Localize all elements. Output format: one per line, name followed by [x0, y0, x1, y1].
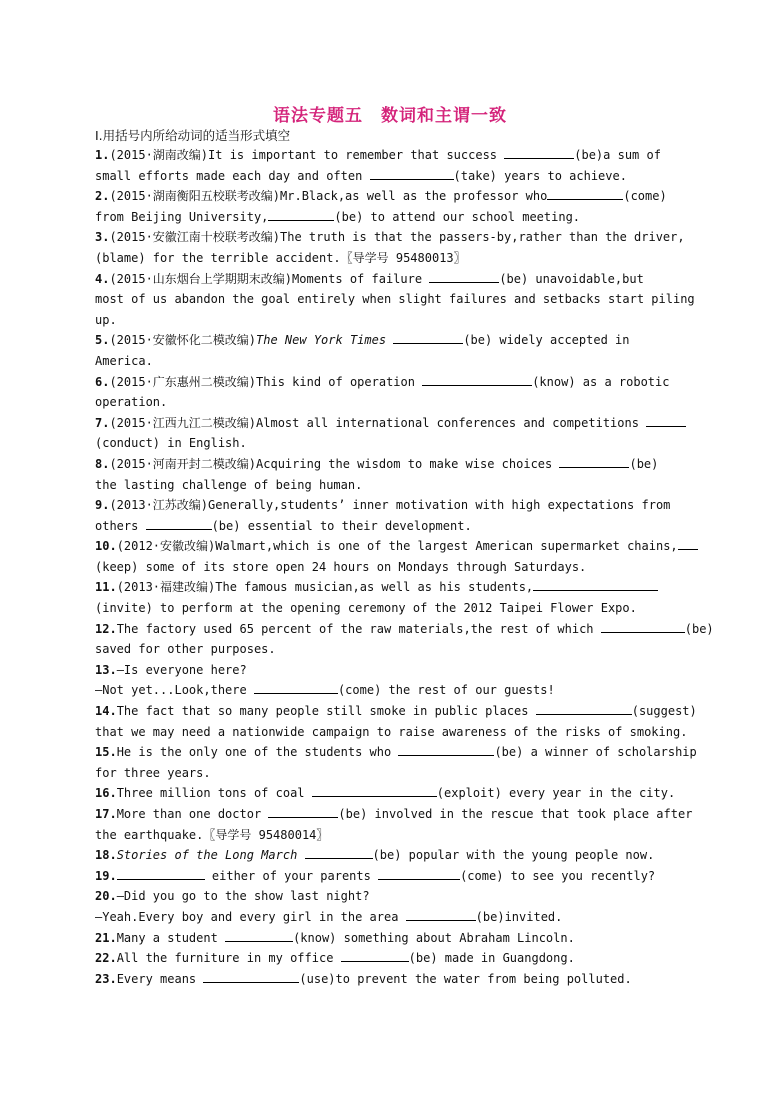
question-13 — [95, 660, 695, 681]
question-9 — [95, 495, 695, 516]
answer-blank[interactable] — [254, 680, 338, 694]
question-line — [95, 166, 695, 187]
question-text: He is the only one of the students who — [116, 745, 399, 760]
question-23 — [95, 969, 695, 990]
question-line — [95, 598, 695, 619]
answer-blank[interactable] — [268, 804, 338, 818]
question-number: 10. — [95, 539, 117, 554]
question-text: (suggest) — [631, 704, 697, 719]
question-text: The fact that so many people still smoke in public places — [116, 704, 536, 719]
question-text: The factory used 65 percent of the raw materials,the rest of which — [116, 621, 601, 636]
question-number: 5. — [95, 333, 110, 348]
answer-blank[interactable] — [601, 619, 685, 633]
question-line — [95, 763, 695, 784]
question-source: (2012·安徽改编) — [116, 539, 216, 554]
question-line — [95, 475, 695, 496]
question-number: 12. — [95, 621, 117, 636]
question-text: (take) years to achieve. — [453, 168, 627, 183]
question-number: 15. — [95, 745, 117, 760]
question-19 — [95, 866, 695, 887]
question-text: This kind of operation — [256, 374, 423, 389]
question-text: The New York Times — [256, 333, 394, 348]
answer-blank[interactable] — [547, 186, 623, 200]
question-6 — [95, 372, 695, 393]
question-number: 16. — [95, 786, 117, 801]
question-text: that we may need a nationwide campaign to raise awareness of the risks of smoking. — [95, 724, 688, 739]
question-source: (2015·湖南改编) — [109, 148, 209, 162]
question-text: The truth is that the passers-by,rather than the driver, — [280, 230, 685, 245]
question-text: Generally,students’ inner motivation with high expectations from — [208, 498, 671, 513]
question-20 — [95, 886, 695, 907]
question-text: (know) something about Abraham Lincoln. — [293, 930, 575, 945]
question-source: (2015·山东烟台上学期期末改编) — [109, 271, 293, 286]
question-text: (know) as a robotic — [532, 374, 670, 389]
question-text: (conduct) in English. — [95, 436, 247, 451]
answer-blank[interactable] — [225, 928, 293, 942]
question-3 — [95, 227, 695, 248]
answer-blank[interactable] — [646, 413, 686, 427]
question-line — [95, 248, 695, 269]
question-text: (be) widely accepted in — [463, 333, 630, 348]
question-text: (blame) for the terrible accident.〖导学号 95480013〗 — [95, 250, 466, 265]
question-text: (come) the rest of our guests! — [337, 683, 555, 698]
answer-blank[interactable] — [341, 948, 409, 962]
question-2 — [95, 186, 695, 207]
question-text: Moments of failure — [292, 271, 430, 286]
question-line — [95, 557, 695, 578]
question-number: 1. — [95, 148, 110, 162]
question-line — [95, 289, 695, 310]
answer-blank[interactable] — [429, 269, 499, 283]
question-text: from Beijing University, — [95, 209, 269, 224]
question-source: (2013·福建改编) — [116, 580, 216, 595]
question-number: 11. — [95, 580, 117, 595]
question-line — [95, 392, 695, 413]
question-line — [95, 516, 695, 537]
question-line — [95, 907, 695, 928]
answer-blank[interactable] — [146, 516, 212, 530]
answer-blank[interactable] — [533, 577, 658, 591]
question-line — [95, 825, 695, 846]
question-text: Mr.Black,as well as the professor who — [280, 189, 548, 204]
answer-blank[interactable] — [393, 330, 463, 344]
answer-blank[interactable] — [203, 969, 299, 983]
question-text: (be) — [629, 456, 659, 471]
question-15 — [95, 742, 695, 763]
answer-blank[interactable] — [678, 536, 698, 550]
answer-blank[interactable] — [398, 742, 494, 756]
question-text: operation. — [95, 395, 168, 410]
answer-blank[interactable] — [312, 783, 437, 797]
question-text: All the furniture in my office — [116, 951, 341, 966]
question-number: 9. — [95, 498, 110, 513]
question-text: Stories of the Long March — [116, 848, 305, 863]
question-text: (exploit) every year in the city. — [436, 786, 676, 801]
question-number: 17. — [95, 807, 117, 821]
question-line — [95, 433, 695, 454]
question-text: (be) made in Guangdong. — [408, 951, 575, 966]
question-text: Three million tons of coal — [116, 786, 312, 801]
question-text: (invite) to perform at the opening ceremony of the 2012 Taipei Flower Expo. — [95, 601, 637, 616]
question-text: Acquiring the wisdom to make wise choices — [256, 456, 560, 471]
question-text: the earthquake.〖导学号 95480014〗 — [95, 827, 329, 842]
question-8 — [95, 454, 695, 475]
question-number: 14. — [95, 704, 117, 719]
question-text: most of us abandon the goal entirely when slight failures and setbacks start piling — [95, 292, 695, 307]
question-text: for three years. — [95, 765, 211, 780]
question-12 — [95, 619, 714, 640]
question-text: (be)invited. — [475, 909, 563, 924]
question-line — [95, 351, 695, 372]
question-text: (be) — [684, 621, 714, 636]
question-10 — [95, 536, 695, 557]
answer-blank[interactable] — [117, 866, 205, 880]
question-text: (be) a winner of scholarship — [494, 745, 697, 760]
question-4 — [95, 269, 695, 290]
question-text: —Is everyone here? — [116, 662, 247, 677]
question-text: It is important to remember that success — [208, 148, 505, 162]
question-number: 18. — [95, 848, 117, 863]
question-21 — [95, 928, 695, 949]
question-text: saved for other purposes. — [95, 642, 276, 657]
question-number: 20. — [95, 889, 117, 904]
question-18 — [95, 845, 695, 866]
question-text: (come) to see you recently? — [460, 868, 656, 883]
question-text: Walmart,which is one of the largest American supermarket chains, — [215, 539, 678, 554]
question-source: (2015·江西九江二模改编) — [109, 415, 257, 430]
question-source: (2015·河南开封二模改编) — [109, 456, 257, 471]
question-number: 3. — [95, 230, 110, 245]
question-text: (be) popular with the young people now. — [372, 848, 655, 863]
question-text: —Did you go to the show last night? — [116, 889, 370, 904]
answer-blank[interactable] — [370, 166, 454, 180]
question-line — [95, 722, 695, 743]
question-text: —Yeah.Every boy and every girl in the area — [95, 909, 406, 924]
question-14 — [95, 701, 695, 722]
question-source: (2015·湖南衡阳五校联考改编) — [109, 189, 281, 204]
question-number: 6. — [95, 374, 110, 389]
answer-blank[interactable] — [378, 866, 460, 880]
question-text: (come) — [623, 189, 667, 204]
answer-blank[interactable] — [559, 454, 629, 468]
question-text: America. — [95, 353, 153, 368]
question-7 — [95, 413, 695, 434]
question-number: 21. — [95, 930, 117, 945]
question-16 — [95, 783, 695, 804]
question-number: 22. — [95, 951, 117, 966]
question-text: (be)a sum of — [574, 148, 661, 162]
question-11 — [95, 577, 695, 598]
question-text: The famous musician,as well as his students, — [215, 580, 534, 595]
question-text: Almost all international conferences and competitions — [256, 415, 647, 430]
question-source: (2015·广东惠州二模改编) — [109, 374, 257, 389]
question-source: (2013·江苏改编) — [109, 498, 209, 513]
question-source: (2015·安徽怀化二模改编) — [109, 333, 257, 348]
answer-blank[interactable] — [268, 207, 334, 221]
question-text: (be) essential to their development. — [211, 518, 472, 533]
answer-blank[interactable] — [406, 907, 476, 921]
question-text: small efforts made each day and often — [95, 168, 370, 183]
question-text: Every means — [116, 971, 204, 986]
question-number: 23. — [95, 971, 117, 986]
question-22 — [95, 948, 695, 969]
question-text: (be) involved in the rescue that took place after — [338, 807, 693, 821]
question-text: —Not yet...Look,there — [95, 683, 254, 698]
answer-blank[interactable] — [504, 145, 574, 159]
question-list — [95, 145, 714, 989]
question-1 — [95, 145, 695, 166]
question-number: 7. — [95, 415, 110, 430]
question-number: 8. — [95, 456, 110, 471]
question-line — [95, 639, 695, 660]
question-text: others — [95, 518, 146, 533]
question-text: the lasting challenge of being human. — [95, 477, 363, 492]
question-text: (keep) some of its store open 24 hours on Mondays through Saturdays. — [95, 559, 587, 574]
question-text: Many a student — [116, 930, 226, 945]
answer-blank[interactable] — [305, 845, 373, 859]
question-text: either of your parents — [204, 868, 379, 883]
question-text: up. — [95, 312, 117, 327]
question-text: (be) unavoidable,but — [499, 271, 644, 286]
question-line — [95, 207, 695, 228]
question-5 — [95, 330, 695, 351]
question-source: (2015·安徽江南十校联考改编) — [109, 230, 281, 245]
question-number: 4. — [95, 271, 110, 286]
question-line — [95, 680, 695, 701]
question-text: More than one doctor — [116, 807, 269, 821]
question-line — [95, 310, 695, 331]
page-title: 语法专题五 数词和主谓一致 — [273, 106, 507, 126]
section-heading: Ⅰ.用括号内所给动词的适当形式填空 — [95, 128, 291, 143]
question-number: 19. — [95, 868, 117, 883]
question-17 — [95, 804, 695, 825]
question-number: 13. — [95, 662, 117, 677]
question-number: 2. — [95, 189, 110, 204]
question-text: (be) to attend our school meeting. — [334, 209, 581, 224]
question-text: (use)to prevent the water from being polluted. — [299, 971, 632, 986]
answer-blank[interactable] — [536, 701, 632, 715]
answer-blank[interactable] — [422, 372, 532, 386]
